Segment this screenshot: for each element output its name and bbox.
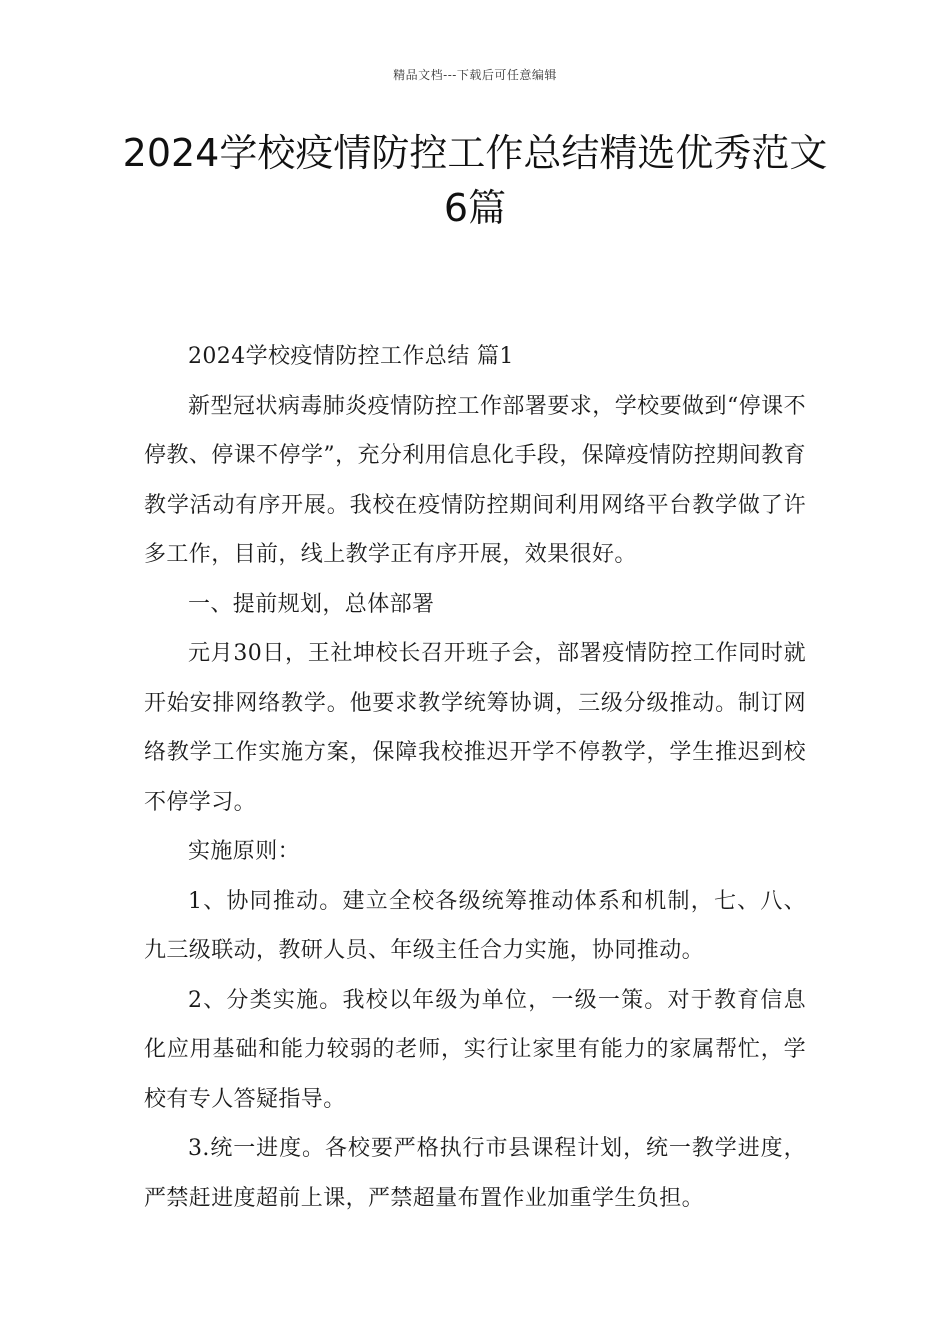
list-item: 3.统一进度。各校要严格执行市县课程计划，统一教学进度，严禁赶进度超前上课，严禁超量布置作业加重学生负担。 [144, 1136, 806, 1211]
header-note: 精品文档---下载后可任意编辑 [393, 68, 557, 82]
document-title: 2024学校疫情防控工作总结精选优秀范文6篇 [122, 131, 828, 230]
subsection-heading: 一、提前规划，总体部署 [188, 591, 435, 617]
list-heading: 实施原则： [188, 839, 301, 864]
document-body [144, 332, 806, 1223]
body-paragraph: 新型冠状病毒肺炎疫情防控工作部署要求，学校要做到“停课不停教、停课不停学”，充分利用信息化手段，保障疫情防控期间教育教学活动有序开展。我校在疫情防控期间利用网络平台教学做了许多工作，目前，线上教学正有序开展，效果很好。 [144, 393, 806, 567]
list-item: 2、分类实施。我校以年级为单位，一级一策。对于教育信息化应用基础和能力较弱的老师，实行让家里有能力的家属帮忙，学校有专人答疑指导。 [144, 987, 806, 1112]
body-paragraph: 元月30日，王社坤校长召开班子会，部署疫情防控工作同时就开始安排网络教学。他要求教学统筹协调，三级分级推动。制订网络教学工作实施方案，保障我校推迟开学不停教学，学生推迟到校不停学习。 [144, 641, 806, 815]
section-heading: 2024学校疫情防控工作总结 篇1 [188, 344, 514, 369]
list-item: 1、协同推动。建立全校各级统筹推动体系和机制，七、八、九三级联动，教研人员、年级主任合力实施，协同推动。 [144, 888, 806, 963]
